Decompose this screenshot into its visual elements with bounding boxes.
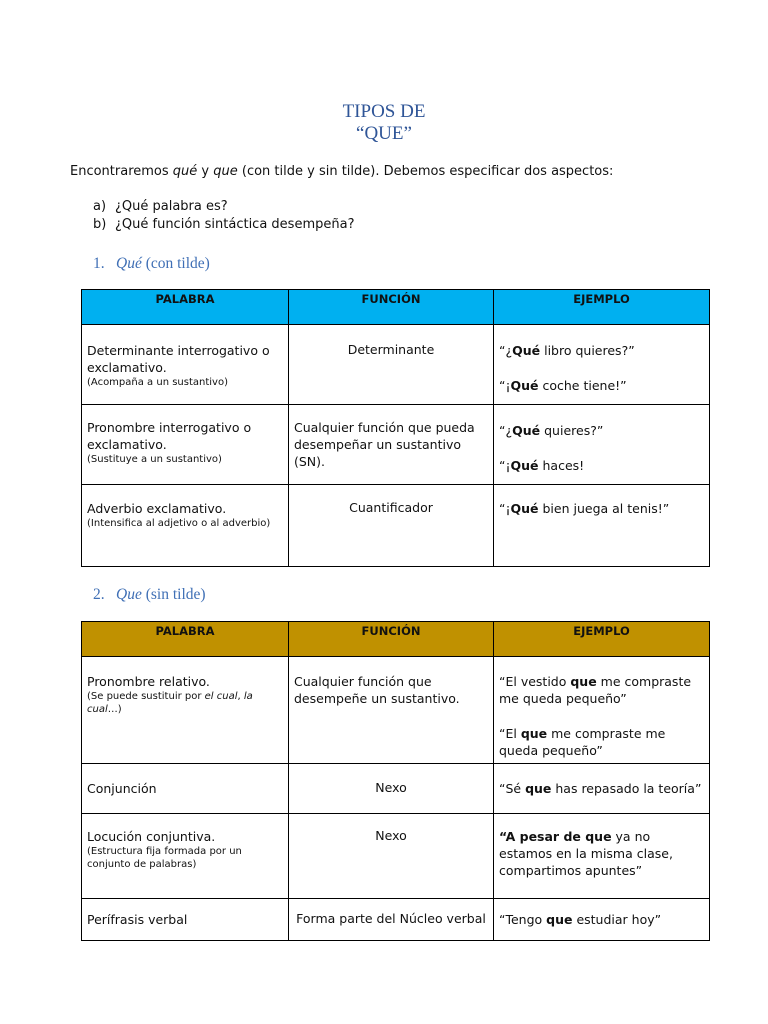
palabra-note: (Se puede sustituir por el cual, la cual…) <box>87 691 253 715</box>
funcion-text: Cualquier función que pueda desempeñar un sustantivo (SN). <box>294 420 475 469</box>
palabra-note: (Intensifica al adjetivo o al adverbio) <box>87 518 271 529</box>
cell-ejemplo <box>494 764 710 814</box>
example: “Sé que has repasado la teoría” <box>499 781 702 796</box>
cell-funcion: Forma parte del Núcleo verbal <box>289 899 494 941</box>
cell-funcion <box>289 657 494 764</box>
cell-funcion: Nexo <box>289 814 494 899</box>
example: “El que me compraste me queda pequeño” <box>499 726 666 758</box>
cell-palabra <box>82 764 289 814</box>
cell-palabra <box>82 657 289 764</box>
cell-ejemplo <box>494 899 710 941</box>
question-item-a <box>93 199 228 214</box>
header-funcion: FUNCIÓN <box>289 622 494 657</box>
palabra-text: Pronombre relativo. <box>87 674 210 689</box>
document-title-line2: “QUE” <box>356 123 412 144</box>
cell-ejemplo <box>494 485 710 567</box>
section-rest: (sin tilde) <box>141 586 206 603</box>
table-row <box>82 764 710 814</box>
section-heading-sin-tilde <box>93 586 206 604</box>
table-row <box>82 485 710 567</box>
palabra-text: Locución conjuntiva. <box>87 829 216 844</box>
example: “¿Qué quieres?” <box>499 423 604 438</box>
section-word: Que <box>116 586 142 603</box>
header-ejemplo: EJEMPLO <box>494 622 710 657</box>
example: “¡Qué haces! <box>499 458 585 473</box>
section-number: 2. <box>93 586 105 603</box>
example: “A pesar de que ya no estamos en la misma clase, compartimos apuntes” <box>499 829 673 878</box>
intro-paragraph <box>70 164 613 179</box>
table-header-row <box>82 290 710 325</box>
palabra-note: (Estructura fija formada por un conjunto de palabras) <box>87 846 242 870</box>
header-ejemplo: EJEMPLO <box>494 290 710 325</box>
cell-ejemplo <box>494 405 710 485</box>
intro-word-que-tilde: qué <box>172 164 198 179</box>
header-palabra: PALABRA <box>82 290 289 325</box>
section-word: Qué <box>116 255 142 272</box>
cell-ejemplo <box>494 814 710 899</box>
table-row <box>82 657 710 764</box>
table-row <box>82 325 710 405</box>
cell-ejemplo <box>494 657 710 764</box>
cell-palabra <box>82 485 289 567</box>
intro-text-pre: Encontraremos <box>70 164 173 179</box>
cell-palabra <box>82 899 289 941</box>
question-text: ¿Qué función sintáctica desempeña? <box>115 217 355 232</box>
palabra-text: Perífrasis verbal <box>87 912 188 927</box>
funcion-text: Cualquier función que desempeñe un sustantivo. <box>294 674 460 706</box>
cell-palabra <box>82 405 289 485</box>
document-title-line1: TIPOS DE <box>342 101 426 122</box>
example: “¡Qué coche tiene!” <box>499 378 627 393</box>
section-number: 1. <box>93 255 105 272</box>
table-row <box>82 405 710 485</box>
intro-word-que: que <box>213 164 238 179</box>
palabra-text: Pronombre interrogativo o exclamativo. <box>87 420 252 452</box>
cell-palabra <box>82 814 289 899</box>
header-funcion: FUNCIÓN <box>289 290 494 325</box>
palabra-note: (Acompaña a un sustantivo) <box>87 377 228 388</box>
example: “¿Qué libro quieres?” <box>499 343 635 358</box>
question-marker: b) <box>93 217 107 232</box>
section-rest: (con tilde) <box>141 255 210 272</box>
example: “El vestido que me compraste me queda pequeño” <box>499 674 692 706</box>
cell-funcion: Determinante <box>289 325 494 405</box>
cell-funcion <box>289 405 494 485</box>
palabra-text: Determinante interrogativo o exclamativo. <box>87 343 270 375</box>
intro-text-mid: y <box>197 164 214 179</box>
question-text: ¿Qué palabra es? <box>115 199 228 214</box>
header-palabra: PALABRA <box>82 622 289 657</box>
cell-funcion: Cuantificador <box>289 485 494 567</box>
table-que-sin-tilde <box>81 621 710 941</box>
table-que-con-tilde <box>81 289 710 567</box>
cell-funcion: Nexo <box>289 764 494 814</box>
palabra-note: (Sustituye a un sustantivo) <box>87 454 222 465</box>
question-marker: a) <box>93 199 107 214</box>
question-item-b <box>93 217 354 232</box>
intro-text-post: (con tilde y sin tilde). Debemos especificar dos aspectos: <box>237 164 614 179</box>
cell-ejemplo <box>494 325 710 405</box>
palabra-text: Adverbio exclamativo. <box>87 501 227 516</box>
table-row <box>82 899 710 941</box>
example: “¡Qué bien juega al tenis!” <box>499 501 670 516</box>
section-heading-con-tilde <box>93 255 210 273</box>
cell-palabra <box>82 325 289 405</box>
example: “Tengo que estudiar hoy” <box>499 912 662 927</box>
table-header-row <box>82 622 710 657</box>
palabra-text: Conjunción <box>87 781 157 796</box>
table-row <box>82 814 710 899</box>
